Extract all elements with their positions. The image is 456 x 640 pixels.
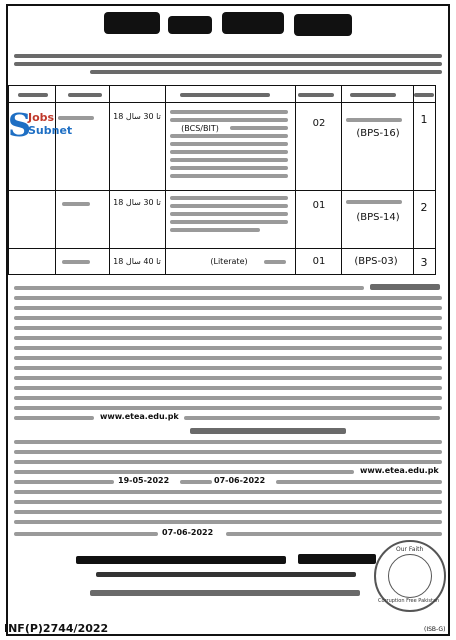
apply-end-date: 07-06-2022 xyxy=(214,476,266,485)
logo-text-top: Jobs xyxy=(28,111,55,124)
signatory-block xyxy=(66,550,382,578)
row-posts: 02 xyxy=(312,117,326,129)
apply-start-date: 19-05-2022 xyxy=(118,476,170,485)
row-scale: (BPS-16) xyxy=(356,127,400,139)
row-serial: 2 xyxy=(420,200,428,214)
seal-emblem xyxy=(388,554,432,598)
advert-tag: (ISB-G) xyxy=(424,626,446,633)
jobs-subnet-watermark xyxy=(8,108,78,142)
apply-end-date-repeat: 07-06-2022 xyxy=(162,528,214,537)
website-url-repeat: www.etea.edu.pk xyxy=(360,466,439,475)
row-posts: 01 xyxy=(312,199,326,211)
advert-reference: INF(P)2744/2022 xyxy=(4,622,109,635)
logo-text-bottom: Subnet xyxy=(28,124,73,137)
row-qualification-code: (BCS/BIT) xyxy=(181,123,219,133)
row-age: 18 تا 40 سال xyxy=(113,256,161,266)
seal-top-text: Our Faith xyxy=(396,546,424,553)
logo-s-glyph: S xyxy=(8,106,32,144)
corruption-free-seal xyxy=(374,540,446,612)
row-qualification-code: (Literate) xyxy=(210,256,248,266)
row-age: 18 تا 30 سال xyxy=(113,197,161,207)
row-scale: (BPS-03) xyxy=(354,255,398,267)
row-posts: 01 xyxy=(312,255,326,267)
row-serial: 3 xyxy=(420,255,428,269)
seal-bottom-text: Corruption Free Pakistan xyxy=(378,598,440,604)
row-serial: 1 xyxy=(420,112,428,126)
row-scale: (BPS-14) xyxy=(356,211,400,223)
row-age: 18 تا 30 سال xyxy=(113,111,161,121)
website-url: www.etea.edu.pk xyxy=(100,412,179,421)
